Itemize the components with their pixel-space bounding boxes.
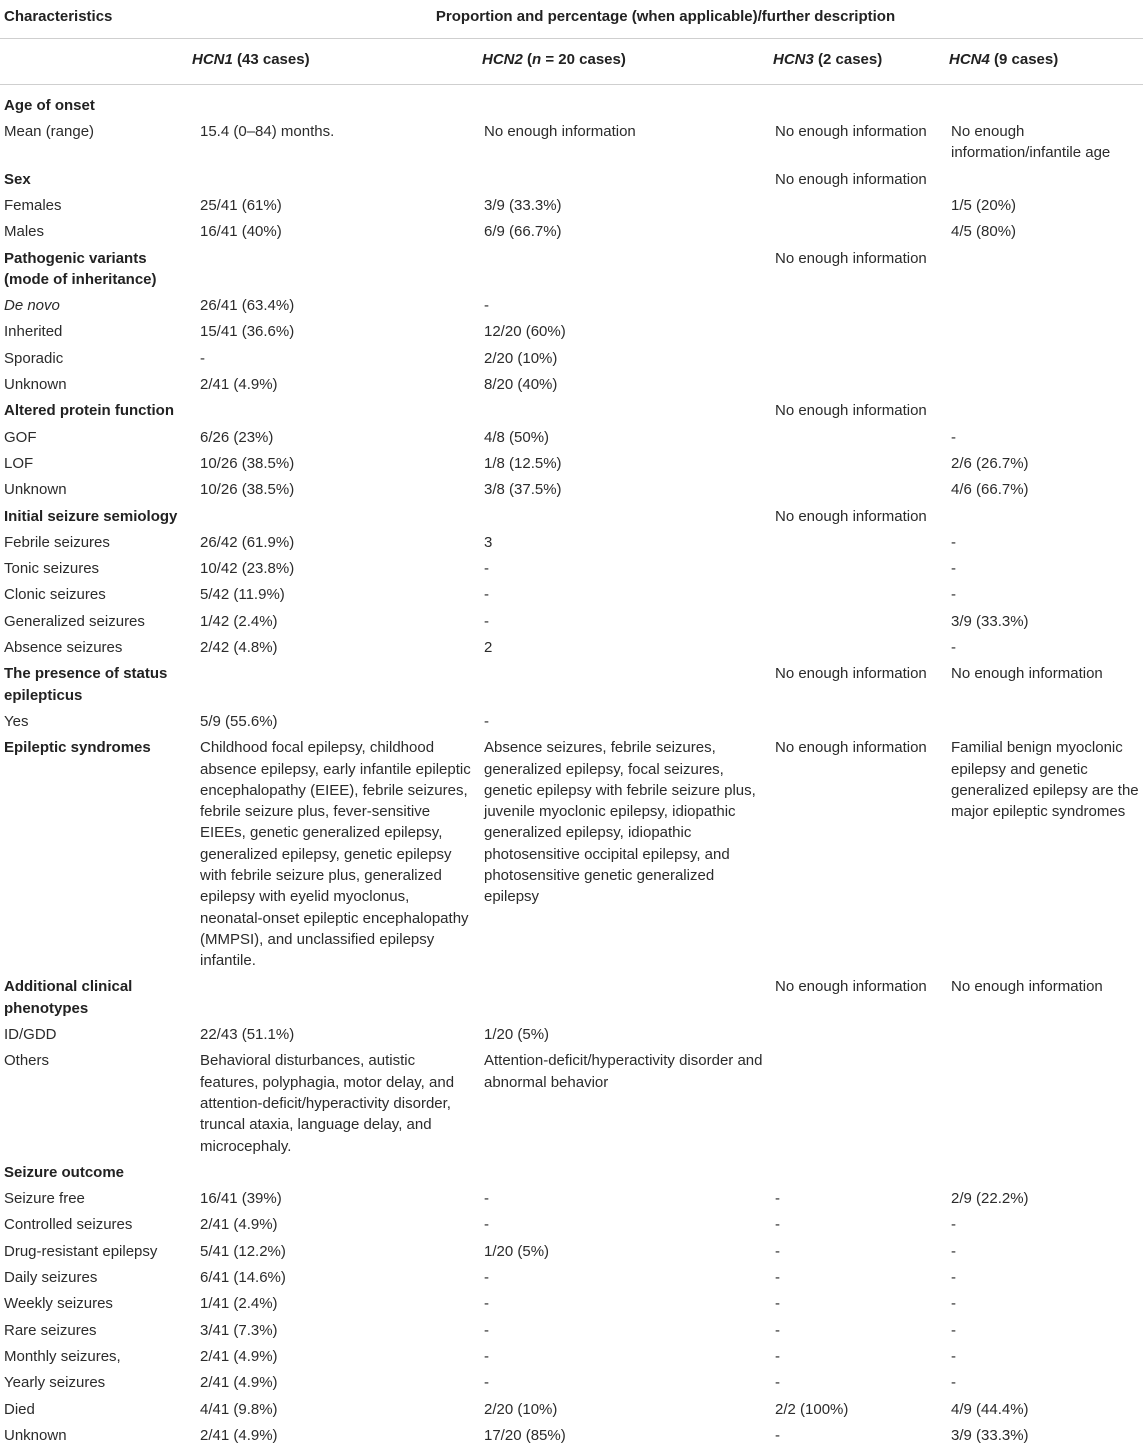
row-label: Weekly seizures — [4, 1295, 113, 1313]
hcn1-cell: 5/41 (12.2%) — [200, 1242, 286, 1260]
hcn2-cell: Absence seizures, febrile seizures, generalized epilepsy, focal seizures, genetic epilepsy with febrile seizure plus, juvenile myoclonic epilepsy, idiopathic generalized epilepsy, idiopathic photosensitive occipital epilepsy, and photosensitive genetic generalized epilepsy — [484, 739, 756, 906]
hcn2-cell: - — [484, 297, 489, 315]
section-row — [0, 661, 1143, 709]
hcn3-cell: - — [775, 1269, 780, 1287]
hcn2-cell: 17/20 (85%) — [484, 1426, 566, 1444]
hcn4-cell: - — [951, 1347, 956, 1365]
hcn2-cell: 2/20 (10%) — [484, 1400, 558, 1418]
table-row — [0, 219, 1143, 245]
hcn4-cell: - — [951, 639, 956, 657]
table-row — [0, 192, 1143, 218]
hcn1-cell: 1/41 (2.4%) — [200, 1295, 278, 1313]
table-row — [0, 1048, 1143, 1159]
row-label: Tonic seizures — [4, 560, 100, 578]
hcn1-cell: 16/41 (40%) — [200, 223, 282, 241]
hcn3-cell: - — [775, 1242, 780, 1260]
hcn3-cell: No enough information — [775, 249, 927, 267]
hcn2-cell: - — [484, 1190, 489, 1208]
hcn4-cell: No enough information/infantile age — [951, 123, 1111, 162]
hcn3-cell — [769, 345, 945, 371]
hcn3-header: HCN3 (2 cases) — [769, 38, 945, 84]
hcn4-cell: 3/9 (33.3%) — [951, 612, 1029, 630]
row-label: Females — [4, 196, 62, 214]
hcn1-cell: 2/41 (4.9%) — [200, 1216, 278, 1234]
hcn3-cell: - — [775, 1426, 780, 1444]
hcn3-cell — [769, 192, 945, 218]
hcn3-cell — [769, 372, 945, 398]
table-row — [0, 372, 1143, 398]
row-label: Died — [4, 1400, 35, 1418]
hcn4-cell — [945, 1022, 1143, 1048]
hcn1-cell: 2/41 (4.9%) — [200, 376, 278, 394]
hcn4-cell — [945, 372, 1143, 398]
row-label: Sporadic — [4, 349, 64, 367]
row-label: Unknown — [4, 481, 67, 499]
hcn2-cell: 4/8 (50%) — [484, 428, 550, 446]
hcn3-cell — [769, 582, 945, 608]
hcn3-cell: 2/2 (100%) — [775, 1400, 849, 1418]
hcn4-cell: - — [951, 1216, 956, 1234]
hcn1-cell — [188, 84, 478, 118]
hcn4-cell: - — [951, 560, 956, 578]
hcn2-cell: - — [484, 712, 489, 730]
hcn1-cell — [188, 245, 478, 293]
hcn4-cell — [945, 398, 1143, 424]
hcn3-cell: No enough information — [775, 402, 927, 420]
hcn1-cell: 26/42 (61.9%) — [200, 533, 295, 551]
table-row — [0, 319, 1143, 345]
hcn1-cell: 2/41 (4.9%) — [200, 1426, 278, 1444]
table-row — [0, 1370, 1143, 1396]
hcn1-cell: 16/41 (39%) — [200, 1190, 282, 1208]
hcn4-cell: No enough information — [951, 978, 1103, 996]
hcn3-cell — [769, 293, 945, 319]
hcn2-cell: - — [484, 1216, 489, 1234]
hcn3-cell — [769, 219, 945, 245]
row-label: Pathogenic variants (mode of inheritance) — [4, 249, 157, 288]
table-row — [0, 529, 1143, 555]
section-row — [0, 166, 1143, 192]
table-row — [0, 477, 1143, 503]
row-label: Unknown — [4, 376, 67, 394]
hcn3-cell — [769, 1022, 945, 1048]
row-label: Yearly seizures — [4, 1374, 106, 1392]
hcn4-cell: - — [951, 428, 956, 446]
hcn3-cell — [769, 556, 945, 582]
hcn4-cell: - — [951, 1269, 956, 1287]
hcn3-cell — [769, 1048, 945, 1159]
row-label: Drug-resistant epilepsy — [4, 1242, 158, 1260]
hcn2-cell — [478, 166, 769, 192]
row-label: Males — [4, 223, 45, 241]
hcn3-cell — [769, 424, 945, 450]
hcn1-cell: 3/41 (7.3%) — [200, 1321, 278, 1339]
hcn2-cell — [478, 503, 769, 529]
row-label: Rare seizures — [4, 1321, 97, 1339]
hcn1-cell: 10/26 (38.5%) — [200, 454, 295, 472]
hcn4-cell: 3/9 (33.3%) — [951, 1426, 1029, 1444]
hcn1-header: HCN1 (43 cases) — [188, 38, 478, 84]
section-row — [0, 245, 1143, 293]
table-row — [0, 1022, 1143, 1048]
hcn1-cell: 5/9 (55.6%) — [200, 712, 278, 730]
table-row — [0, 293, 1143, 319]
hcn3-cell: No enough information — [775, 978, 927, 996]
hcn4-cell: Familial benign myoclonic epilepsy and genetic generalized epilepsy are the major epileptic syndromes — [951, 739, 1139, 821]
row-label: Unknown — [4, 1426, 67, 1444]
hcn2-cell: - — [484, 612, 489, 630]
hcn1-cell: 15.4 (0–84) months. — [200, 123, 335, 141]
hcn4-cell — [945, 84, 1143, 118]
row-label: Age of onset — [4, 96, 95, 114]
hcn2-cell: 1/8 (12.5%) — [484, 454, 562, 472]
hcn2-cell: - — [484, 1321, 489, 1339]
table-row — [0, 424, 1143, 450]
hcn3-cell — [769, 608, 945, 634]
section-row — [0, 1159, 1143, 1185]
hcn2-cell — [478, 661, 769, 709]
hcn2-cell: - — [484, 1295, 489, 1313]
hcn2-cell — [478, 84, 769, 118]
table-row — [0, 1212, 1143, 1238]
row-label: Daily seizures — [4, 1269, 98, 1287]
hcn1-cell: 2/41 (4.9%) — [200, 1347, 278, 1365]
hcn3-cell: No enough information — [775, 507, 927, 525]
row-label: Additional clinical phenotypes — [4, 978, 133, 1017]
table-row — [0, 582, 1143, 608]
hcn1-cell: 4/41 (9.8%) — [200, 1400, 278, 1418]
hcn4-cell: - — [951, 586, 956, 604]
row-label: Controlled seizures — [4, 1216, 133, 1234]
hcn1-cell: - — [200, 349, 205, 367]
hcn1-cell — [188, 974, 478, 1022]
hcn2-cell — [478, 1159, 769, 1185]
hcn1-cell — [188, 166, 478, 192]
hcn3-cell: No enough information — [775, 739, 927, 757]
hcn2-cell — [478, 245, 769, 293]
hcn1-cell: 15/41 (36.6%) — [200, 323, 295, 341]
hcn1-cell: 26/41 (63.4%) — [200, 297, 295, 315]
hcn3-cell — [769, 635, 945, 661]
row-label: Others — [4, 1052, 50, 1070]
table-row — [0, 1343, 1143, 1369]
characteristics-header: Characteristics — [0, 0, 188, 38]
row-label: De novo — [4, 297, 60, 315]
hcn4-header: HCN4 (9 cases) — [945, 38, 1143, 84]
hcn2-cell: 2/20 (10%) — [484, 349, 558, 367]
hcn4-cell — [945, 345, 1143, 371]
hcn3-cell: - — [775, 1321, 780, 1339]
row-label: Seizure outcome — [4, 1163, 125, 1181]
hcn1-cell: 2/41 (4.9%) — [200, 1374, 278, 1392]
hcn3-cell — [769, 84, 945, 118]
hcn2-cell: 6/9 (66.7%) — [484, 223, 562, 241]
hcn2-cell: - — [484, 1269, 489, 1287]
hcn2-cell: 2 — [484, 639, 493, 657]
hcn3-cell — [769, 529, 945, 555]
hcn2-header: HCN2 (n = 20 cases) — [478, 38, 769, 84]
hcn2-cell: - — [484, 1347, 489, 1365]
hcn2-cell: 8/20 (40%) — [484, 376, 558, 394]
hcn2-cell: 1/20 (5%) — [484, 1242, 550, 1260]
row-label: GOF — [4, 428, 37, 446]
hcn1-cell: 5/42 (11.9%) — [200, 586, 285, 604]
row-label: Epileptic syndromes — [4, 739, 151, 757]
table-row — [0, 608, 1143, 634]
hcn4-cell — [945, 245, 1143, 293]
hcn3-cell: No enough information — [775, 170, 927, 188]
hcn1-cell: 10/42 (23.8%) — [200, 560, 295, 578]
table-row — [0, 345, 1143, 371]
hcn3-cell — [769, 319, 945, 345]
section-row — [0, 398, 1143, 424]
row-label: Sex — [4, 170, 31, 188]
hcn3-cell: - — [775, 1190, 780, 1208]
section-row — [0, 974, 1143, 1022]
table-row — [0, 1238, 1143, 1264]
row-label: Febrile seizures — [4, 533, 110, 551]
hcn4-cell: 4/9 (44.4%) — [951, 1400, 1029, 1418]
row-label: The presence of status epilepticus — [4, 665, 168, 704]
hcn3-cell: - — [775, 1295, 780, 1313]
hcn4-cell: 4/6 (66.7%) — [951, 481, 1029, 499]
hcn3-cell — [769, 708, 945, 734]
row-label: Absence seizures — [4, 639, 123, 657]
section-row — [0, 735, 1143, 974]
row-label: Clonic seizures — [4, 586, 106, 604]
hcn4-cell: 2/6 (26.7%) — [951, 454, 1029, 472]
hcn4-cell: 4/5 (80%) — [951, 223, 1017, 241]
table-row — [0, 635, 1143, 661]
hcn1-cell: 22/43 (51.1%) — [200, 1026, 295, 1044]
table-body — [0, 84, 1143, 1448]
hcn4-cell: - — [951, 1374, 956, 1392]
hcn4-cell: 2/9 (22.2%) — [951, 1190, 1029, 1208]
table-row — [0, 1186, 1143, 1212]
hcn4-cell: No enough information — [951, 665, 1103, 683]
hcn4-cell: - — [951, 533, 956, 551]
hcn1-cell: 6/41 (14.6%) — [200, 1269, 286, 1287]
hcn3-cell: No enough information — [775, 123, 927, 141]
hcn1-cell: Childhood focal epilepsy, childhood absence epilepsy, early infantile epileptic encephalopathy (EIEE), febrile seizures, febrile seizure plus, fever-sensitive EIEEs, genetic generalized epilepsy, generalized epilepsy, genetic epilepsy with febrile seizure plus, generalized epilepsy with eyelid myoclonus, neonatal-onset epileptic encephalopathy (MMPSI), and unclassified epilepsy infantile. — [200, 739, 471, 970]
section-row — [0, 84, 1143, 118]
hcn2-cell — [478, 398, 769, 424]
proportion-header: Proportion and percentage (when applicable)/further description — [188, 0, 1143, 38]
row-label: Inherited — [4, 323, 63, 341]
hcn1-cell — [188, 1159, 478, 1185]
hcn4-cell: - — [951, 1321, 956, 1339]
hcn2-cell: Attention-deficit/hyperactivity disorder and abnormal behavior — [484, 1052, 763, 1091]
hcn2-cell: 12/20 (60%) — [484, 323, 566, 341]
hcn3-cell: - — [775, 1347, 780, 1365]
hcn4-cell — [945, 503, 1143, 529]
section-row — [0, 503, 1143, 529]
row-label: Generalized seizures — [4, 612, 145, 630]
hcn4-cell: - — [951, 1295, 956, 1313]
hcn1-cell: 25/41 (61%) — [200, 196, 282, 214]
hcn2-cell: - — [484, 1374, 489, 1392]
hcn4-cell — [945, 293, 1143, 319]
hcn1-cell: 10/26 (38.5%) — [200, 481, 295, 499]
hcn3-cell — [769, 450, 945, 476]
row-label: Seizure free — [4, 1190, 85, 1208]
hcn2-cell: - — [484, 586, 489, 604]
hcn2-cell: 3/9 (33.3%) — [484, 196, 562, 214]
row-label: Initial seizure semiology — [4, 507, 178, 525]
hcn4-cell — [945, 708, 1143, 734]
hcn1-cell: 6/26 (23%) — [200, 428, 274, 446]
table-row — [0, 556, 1143, 582]
hcn1-cell: 1/42 (2.4%) — [200, 612, 278, 630]
hcn4-cell — [945, 1159, 1143, 1185]
table-row — [0, 450, 1143, 476]
hcn1-cell — [188, 398, 478, 424]
empty-header-cell — [0, 38, 188, 84]
hcn2-cell: No enough information — [484, 123, 636, 141]
row-label: LOF — [4, 454, 34, 472]
hcn1-cell: 2/42 (4.8%) — [200, 639, 278, 657]
table-row — [0, 119, 1143, 167]
table-row — [0, 1422, 1143, 1448]
hcn4-cell — [945, 1048, 1143, 1159]
hcn2-cell: 3 — [484, 533, 493, 551]
hcn4-cell: - — [951, 1242, 956, 1260]
table-row — [0, 1317, 1143, 1343]
hcn2-cell — [478, 974, 769, 1022]
hcn1-cell — [188, 661, 478, 709]
hcn3-cell — [769, 477, 945, 503]
hcn1-cell: Behavioral disturbances, autistic features, polyphagia, motor delay, and attention-deficit/hyperactivity disorder, truncal ataxia, language delay, and microcephaly. — [200, 1052, 455, 1155]
hcn2-cell: 1/20 (5%) — [484, 1026, 550, 1044]
hcn4-cell — [945, 319, 1143, 345]
row-label: Monthly seizures, — [4, 1347, 121, 1365]
hcn3-cell: - — [775, 1374, 780, 1392]
row-label: ID/GDD — [4, 1026, 57, 1044]
row-label: Yes — [4, 712, 29, 730]
row-label: Mean (range) — [4, 123, 95, 141]
hcn4-cell: 1/5 (20%) — [951, 196, 1017, 214]
table-row — [0, 1291, 1143, 1317]
hcn2-cell: - — [484, 560, 489, 578]
hcn4-cell — [945, 166, 1143, 192]
hcn3-cell: - — [775, 1216, 780, 1234]
hcn2-cell: 3/8 (37.5%) — [484, 481, 562, 499]
table-row — [0, 1396, 1143, 1422]
table-row — [0, 1265, 1143, 1291]
table-row — [0, 708, 1143, 734]
row-label: Altered protein function — [4, 402, 174, 420]
hcn1-cell — [188, 503, 478, 529]
hcn3-cell: No enough information — [775, 665, 927, 683]
hcn3-cell — [769, 1159, 945, 1185]
